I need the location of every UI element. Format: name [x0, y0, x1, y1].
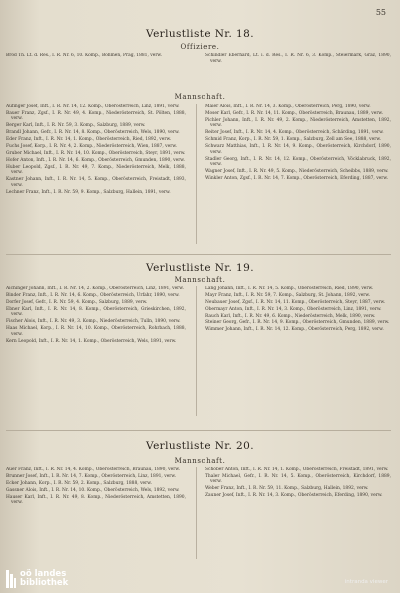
list-item: Ebner Karl, Inft., I. R. Nr. 14, 8. Komp., Oberösterreich, Grieskirchen, 1892, verw. [6, 306, 186, 318]
list-item: Mayr Franz, Inft., I. R. Nr. 59, 7. Komp., Salzburg, St. Johann, 1892, verw. [205, 292, 371, 298]
subhead-offiziere: Offiziere. [180, 43, 220, 51]
mannschaft-20-right-column [205, 467, 391, 559]
library-logo[interactable] [6, 570, 68, 588]
list-item: Kastner Johann, Inft., I. R. Nr. 14, 5. Komp., Oberösterreich, Freistadt, 1893, verw. [6, 177, 186, 188]
mannschaft-20-left-column [6, 467, 186, 559]
list-item: Gruber Michael, Inft., I. R. Nr. 14, 10. Komp., Oberösterreich, Steyr, 1891, verw. [6, 150, 186, 156]
list-item: Schwarz Matthias, Inft., I. R. Nr. 14, 9. Komp., Oberösterreich, Kirchdorf, 1890, verw. [205, 144, 391, 155]
list-item: Kern Leopold, Inft., I. R. Nr. 14, 1. Komp., Oberösterreich, Wels, 1891, verw. [6, 338, 177, 344]
list-item: Rauch Karl, Inft., I. R. Nr. 49, 6. Komp., Niederösterreich, Melk, 1890, verw. [205, 313, 376, 319]
subhead-mannschaft-18: Mannschaft. [174, 93, 226, 101]
list-item: Thaler Michael, Gefr., I. R. Nr. 14, 5. Komp., Oberösterreich, Kirchdorf, 1889, verw. [205, 473, 391, 485]
list-item: Maier Alois, Inft., I. R. Nr. 14, 3. Komp., Oberösterreich, Perg, 1890, verw. [205, 104, 371, 109]
list-item: Steiner Georg, Gefr., I. R. Nr. 14, 9. Komp., Oberösterreich, Gmunden, 1889, verw. [205, 320, 390, 326]
subhead-mannschaft-19: Mannschaft. [174, 276, 226, 284]
list-item: Binder Franz, Inft., I. R. Nr. 14, 6. Komp., Oberösterreich, Urfahr, 1890, verw. [6, 292, 180, 298]
library-logo-icon [6, 570, 16, 588]
column-divider [196, 467, 197, 559]
list-item: Reiter Josef, Inft., I. R. Nr. 14, 4. Komp., Oberösterreich, Schärding, 1891, verw. [205, 130, 384, 136]
mannschaft-19-right-column [205, 286, 391, 416]
list-item: Hauser Karl, Inft., I. R. Nr. 49, 8. Komp., Niederösterreich, Amstetten, 1890, verw. [6, 494, 186, 506]
list-item: Gassner Alois, Inft., I. R. Nr. 14, 10. Komp., Oberösterreich, Wels, 1892, verw. [6, 487, 180, 493]
list-item: Haas Michael, Korp., I. R. Nr. 14, 10. Komp., Oberösterreich, Rohrbach, 1888, verw. [6, 326, 186, 337]
offiziere-right-column [205, 53, 391, 71]
viewer-credit-link[interactable]: intranda viewer [344, 579, 388, 585]
logo-line-2: bibliothek [20, 578, 69, 588]
list-item: Winkler Anton, Zgsf., I. R. Nr. 14, 7. Komp., Oberösterreich, Eferding, 1887, verw. [205, 175, 389, 181]
subhead-mannschaft-20: Mannschaft. [174, 457, 226, 465]
logo-line-1: oö landes [20, 569, 67, 579]
column-divider [196, 286, 197, 416]
library-logo-text [20, 570, 68, 588]
offiziere-left-column [6, 53, 186, 71]
list-item: Moser Karl, Gefr., I. R. Nr. 14, 11. Komp., Oberösterreich, Braunau, 1889, verw. [205, 110, 384, 116]
list-item: Schmid Franz, Korp., I. R. Nr. 59, 1. Komp., Salzburg, Zell am See, 1888, verw. [205, 137, 381, 143]
list-item: Bauer Franz, Zgsf., I. R. Nr. 49, 4. Komp., Niederösterreich, St. Pölten, 1888, verw. [6, 110, 186, 122]
section-title-19: Verlustliste Nr. 19. [146, 262, 254, 274]
list-item: Brod Th. Lt. d. Res., I. R. Nr. 6, 10. Komp., Böhmen, Prag, 1881, verw. [6, 53, 163, 58]
list-item: Neubauer Josef, Zgsf., I. R. Nr. 14, 11. Komp., Oberösterreich, Steyr, 1887, verw. [205, 299, 386, 305]
list-item: Berger Karl, Inft., I. R. Nr. 59, 3. Komp., Salzburg, 1889, verw. [6, 123, 146, 129]
list-item: Hofer Anton, Inft., I. R. Nr. 14, 6. Komp., Oberösterreich, Gmunden, 1890, verw. [6, 157, 185, 163]
list-item: Huber Leopold, Zgsf., I. R. Nr. 49, 7. Komp., Niederösterreich, Melk, 1888, verw. [6, 164, 186, 176]
list-item: Obermayr Anton, Inft., I. R. Nr. 14, 3. Komp., Oberösterreich, Linz, 1891, verw. [205, 306, 382, 312]
column-divider [196, 104, 197, 244]
list-item: Zauner Josef, Inft., I. R. Nr. 14, 3. Komp., Oberösterreich, Eferding, 1890, verw. [205, 493, 383, 499]
list-item: Dorfer Josef, Gefr., I. R. Nr. 59, 4. Komp., Salzburg, 1889, verw. [6, 299, 148, 305]
list-item: Wagner Josef, Inft., I. R. Nr. 49, 5. Komp., Niederösterreich, Scheibbs, 1889, verw. [205, 169, 389, 175]
list-item: Schindler Eberhard, Lt. i. d. Res., I. R. Nr. 6, 3. Komp., Steiermark, Graz, 1890, verw. [205, 53, 391, 64]
list-item: Fuchs Josef, Korp., I. R. Nr. 4, 2. Komp., Niederösterreich, Wien, 1887, verw. [6, 144, 177, 150]
list-item: Fischer Alois, Inft., I. R. Nr. 49, 3. Komp., Niederösterreich, Tulln, 1890, verw. [6, 319, 181, 325]
list-item: Auer Franz, Inft., I. R. Nr. 14, 4. Komp., Oberösterreich, Braunau, 1890, verw. [6, 467, 180, 472]
mannschaft-19-left-column [6, 286, 186, 416]
list-item: Lechner Franz, Inft., I. R. Nr. 59, 9. Komp., Salzburg, Hallein, 1891, verw. [6, 189, 171, 195]
mannschaft-18-left-column [6, 104, 186, 244]
list-item: Aufinger Josef, Inft., I. R. Nr. 14, 12. Komp., Oberösterreich, Linz, 1891, verw. [6, 104, 180, 109]
mannschaft-18-right-column [205, 104, 391, 244]
section-title-20: Verlustliste Nr. 20. [146, 440, 254, 452]
list-item: Schober Anton, Inft., I. R. Nr. 14, 1. Komp., Oberösterreich, Freistadt, 1891, verw. [205, 467, 389, 472]
section-rule [6, 430, 391, 431]
list-item: Stadler Georg, Inft., I. R. Nr. 14, 12. Komp., Oberösterreich, Vöcklabruck, 1892, verw. [205, 156, 391, 168]
list-item: Pichler Johann, Inft., I. R. Nr. 49, 2. Komp., Niederösterreich, Amstetten, 1892, verw. [205, 117, 391, 129]
list-item: Aichinger Johann, Inft., I. R. Nr. 14, 2. Komp., Oberösterreich, Linz, 1891, verw. [6, 286, 184, 291]
list-item: Weber Franz, Inft., I. R. Nr. 59, 11. Komp., Salzburg, Hallein, 1892, verw. [205, 486, 369, 492]
page-number: 55 [375, 8, 386, 17]
list-item: Brandl Johann, Gefr., I. R. Nr. 14, 8. Komp., Oberösterreich, Wels, 1890, verw. [6, 130, 180, 136]
list-item: Brunner Josef, Inft., I. R. Nr. 14, 7. Komp., Oberösterreich, Linz, 1891, verw. [6, 473, 177, 479]
list-item: Ecker Johann, Korp., I. R. Nr. 59, 2. Komp., Salzburg, 1888, verw. [6, 480, 152, 486]
viewer-footer [0, 565, 400, 593]
list-item: Lang Johann, Inft., I. R. Nr. 14, 5. Komp., Oberösterreich, Ried, 1890, verw. [205, 286, 374, 291]
section-title-18: Verlustliste Nr. 18. [146, 28, 254, 40]
section-rule [6, 254, 391, 255]
list-item: Eder Franz, Inft., I. R. Nr. 14, 1. Komp., Oberösterreich, Ried, 1892, verw. [6, 137, 172, 143]
list-item: Wimmer Johann, Inft., I. R. Nr. 14, 12. Komp., Oberösterreich, Perg, 1892, verw. [205, 327, 384, 333]
